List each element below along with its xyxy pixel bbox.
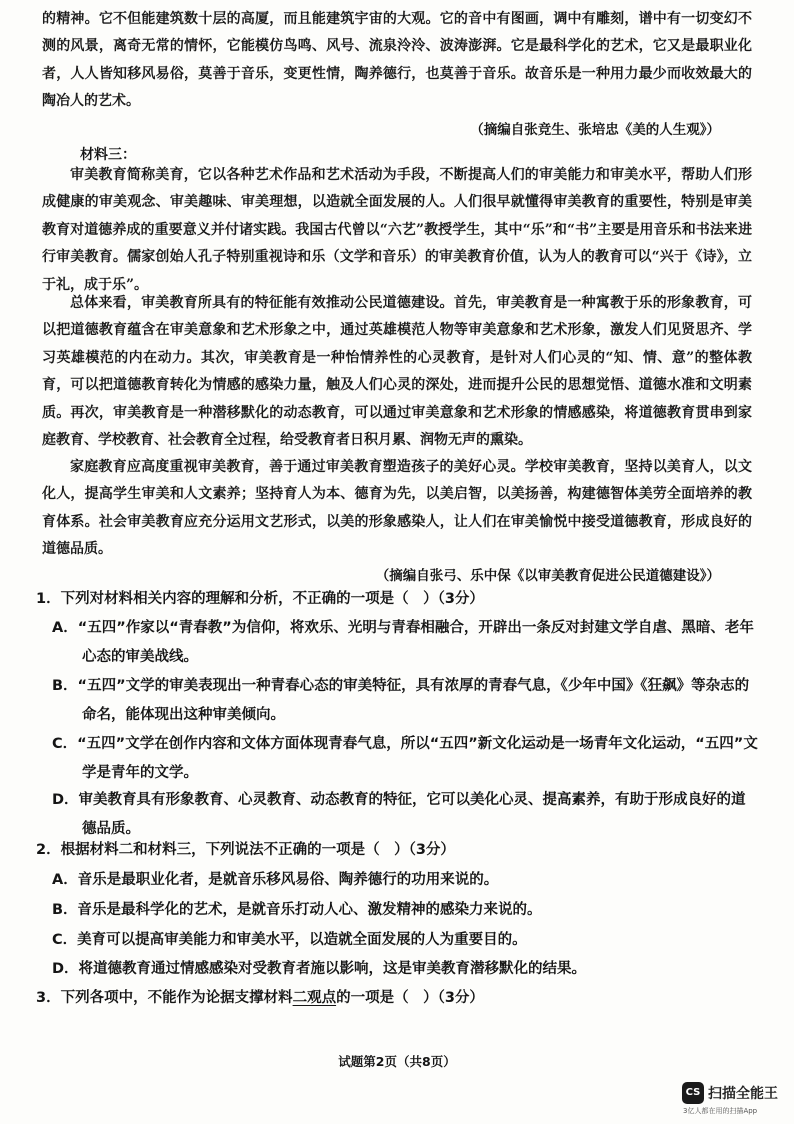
material3-paragraph-3: 家庭教育应高度重视审美教育，善于通过审美教育塑造孩子的美好心灵。学校审美教育，坚持以美育人，以文化人，提高学生审美和人文素养；坚持育人为本、德育为先，以美启智，以美扬善，构建德智体美劳全面培养的教育体系。社会审美教育应充分运用文艺形式，以美的形象感染人，让人们在审美愉悦中接受道德教育，形成良好的道德品质。 xyxy=(42,459,752,558)
question-1-option-d: D．审美教育具有形象教育、心灵教育、动态教育的特征，它可以美化心灵、提高素养，有助于形成良好的道德品质。 xyxy=(52,792,746,837)
question-3-stem-post: 的一项是（ ）（3分） xyxy=(336,990,484,1006)
question-3-stem-underlined: 二观点 xyxy=(292,990,337,1006)
page-footer: 试题第2页（共8页） xyxy=(338,1054,456,1069)
question-1-option-a: A．“五四”作家以“青春教”为信仰，将欢乐、光明与青春相融合，开辟出一条反对封建文学自虐、黑暗、老年心态的审美战线。 xyxy=(52,620,754,665)
material3-source: （摘编自张弓、乐中保《以审美教育促进公民道德建设》） xyxy=(375,568,720,584)
question-3-stem-pre: 3．下列各项中，不能作为论据支撑材料 xyxy=(36,990,293,1006)
material3-label: 材料三： xyxy=(80,147,136,163)
question-2-option-b: B．音乐是最科学化的艺术，是就音乐打动人心、激发精神的感染力来说的。 xyxy=(52,902,542,918)
question-2-option-c: C．美育可以提高审美能力和审美水平，以造就全面发展的人为重要目的。 xyxy=(52,932,527,948)
watermark-tagline: 3亿人都在用的扫描App xyxy=(683,1107,758,1115)
material2-source: （摘编自张竞生、张培忠《美的人生观》） xyxy=(470,122,720,138)
material3-paragraph-1: 审美教育简称美育，它以各种艺术作品和艺术活动为手段，不断提高人们的审美能力和审美水平，帮助人们形成健康的审美观念、审美趣味、审美理想，以造就全面发展的人。人们很早就懂得审美教育的重要性，特别是审美教育对道德养成的重要意义并付诸实践。我国古代曾以“六艺”教授学生，其中“乐”和“书”主要是用音乐和书法来进行审美教育。儒家创始人孔子特别重视诗和乐（文学和音乐）的审美教育价值，认为人的教育可以“兴于《诗》，立于礼，成于乐”。 xyxy=(42,167,752,293)
scanner-watermark xyxy=(682,1080,790,1118)
question-1-option-b: B．“五四”文学的审美表现出一种青春心态的审美特征，具有浓厚的青春气息，《少年中国》《狂飙》等杂志的命名，能体现出这种审美倾向。 xyxy=(52,678,750,723)
question-1-stem: 1．下列对材料相关内容的理解和分析，不正确的一项是（ ）（3分） xyxy=(36,591,484,607)
question-2-option-a: A．音乐是最职业化者，是就音乐移风易俗、陶养德行的功用来说的。 xyxy=(52,872,499,888)
question-2-option-d: D．将道德教育通过情感感染对受教育者施以影响，这是审美教育潜移默化的结果。 xyxy=(52,961,587,977)
watermark-app-name: 扫描全能王 xyxy=(708,1086,778,1102)
material2-tail-paragraph: 的精神。它不但能建筑数十层的高厦，而且能建筑宇宙的大观。它的音中有图画，调中有雕刻，谱中有一切变幻不测的风景，离奇无常的情怀，它能模仿鸟鸣、风号、流泉泠泠、波涛澎湃。它是最科学化的艺术，它又是最职业化者，人人皆知移风易俗，莫善于音乐，变更性情，陶养德行，也莫善于音乐。故音乐是一种用力最少而收效最大的陶冶人的艺术。 xyxy=(42,11,752,110)
question-3-stem xyxy=(36,984,756,1013)
question-2-stem: 2．根据材料二和材料三，下列说法不正确的一项是（ ）（3分） xyxy=(36,842,455,858)
question-1-option-c: C．“五四”文学在创作内容和文体方面体现青春气息，所以“五四”新文化运动是一场青年文化运动，“五四”文学是青年的文学。 xyxy=(52,736,758,781)
material3-paragraph-2: 总体来看，审美教育所具有的特征能有效推动公民道德建设。首先，审美教育是一种寓教于乐的形象教育，可以把道德教育蕴含在审美意象和艺术形象之中，通过英雄模范人物等审美意象和艺术形象，激发人们见贤思齐、学习英雄模范的内在动力。其次，审美教育是一种怡情养性的心灵教育，是针对人们心灵的“知、情、意”的整体教育，可以把道德教育转化为情感的感染力量，触及人们心灵的深处，进而提升公民的思想觉悟、道德水准和文明素质。再次，审美教育是一种潜移默化的动态教育，可以通过审美意象和艺术形象的情感感染，将道德教育贯串到家庭教育、学校教育、社会教育全过程，给受教育者日积月累、润物无声的熏染。 xyxy=(42,295,752,449)
camscanner-logo-icon: CS xyxy=(682,1082,704,1104)
